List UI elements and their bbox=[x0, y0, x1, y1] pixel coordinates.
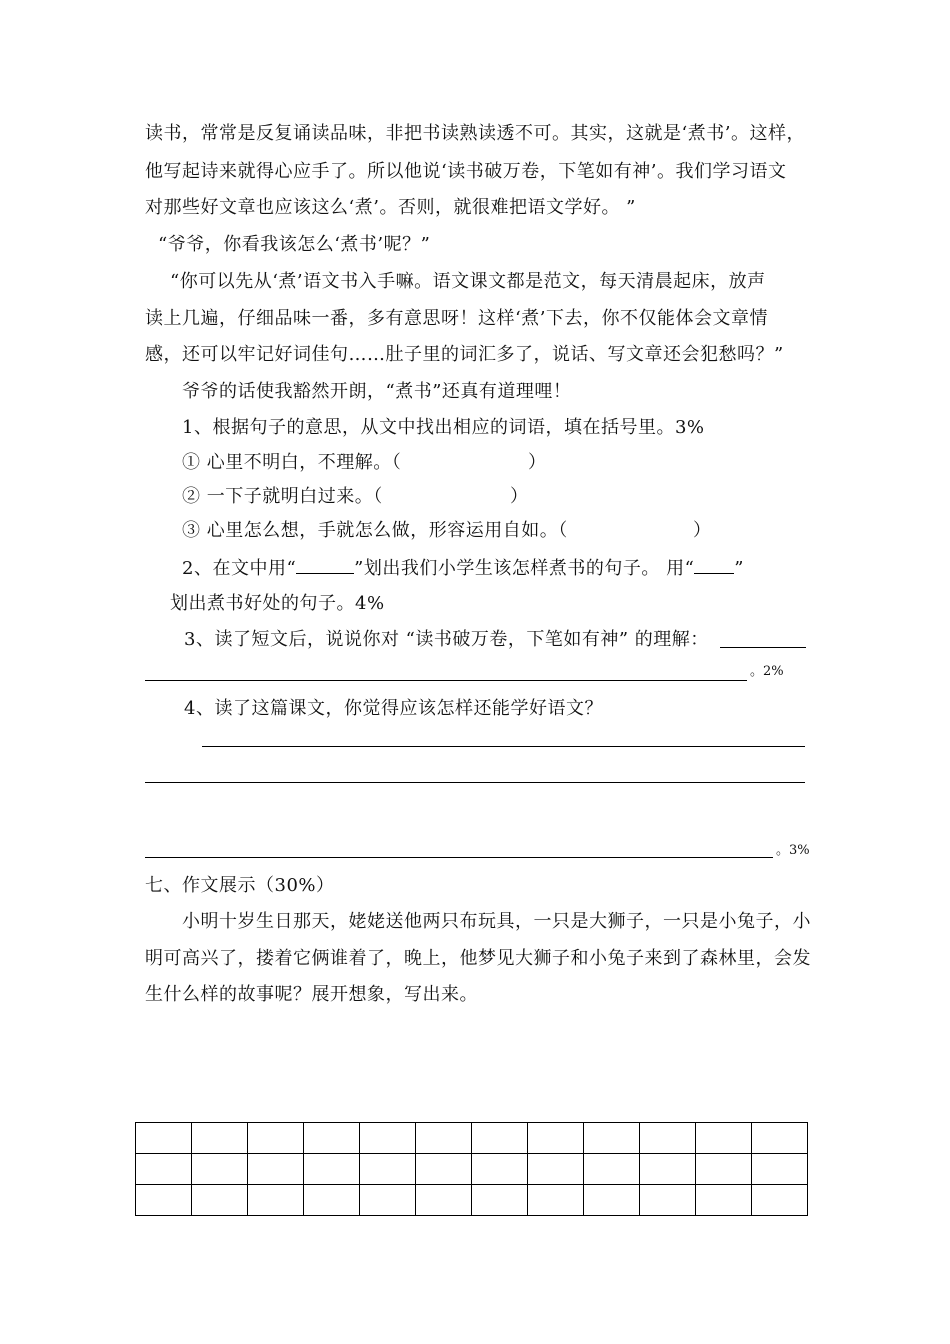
grid-cell[interactable] bbox=[528, 1123, 584, 1154]
grid-cell[interactable] bbox=[752, 1123, 808, 1154]
grid-cell[interactable] bbox=[304, 1123, 360, 1154]
question-2 bbox=[182, 555, 744, 581]
passage-line: 读上几遍，仔细品味一番，多有意思呀！这样‘煮’下去，你不仅能体会文章情 bbox=[145, 308, 768, 329]
answer-line[interactable] bbox=[145, 680, 747, 681]
grid-cell[interactable] bbox=[640, 1185, 696, 1216]
grid-cell[interactable] bbox=[472, 1154, 528, 1185]
passage-line: “你可以先从‘煮’语文书入手嘛。语文课文都是范文，每天清晨起床，放声 bbox=[170, 271, 766, 292]
grid-cell[interactable] bbox=[416, 1154, 472, 1185]
grid-cell[interactable] bbox=[248, 1185, 304, 1216]
grid-cell[interactable] bbox=[584, 1185, 640, 1216]
grid-cell[interactable] bbox=[416, 1185, 472, 1216]
grid-row bbox=[136, 1123, 808, 1154]
grid-cell[interactable] bbox=[136, 1185, 192, 1216]
close-paren: ） bbox=[693, 520, 712, 541]
grid-cell[interactable] bbox=[416, 1123, 472, 1154]
answer-line[interactable] bbox=[720, 647, 806, 648]
grid-cell[interactable] bbox=[640, 1154, 696, 1185]
grid-cell[interactable] bbox=[192, 1154, 248, 1185]
passage-line: 对那些好文章也应该这么‘煮’。否则，就很难把语文学好。 ” bbox=[145, 197, 636, 218]
close-paren: ） bbox=[528, 452, 547, 473]
grid-cell[interactable] bbox=[304, 1154, 360, 1185]
grid-cell[interactable] bbox=[192, 1185, 248, 1216]
grid-cell[interactable] bbox=[136, 1123, 192, 1154]
question-2-text-a: 2、在文中用“ bbox=[182, 558, 297, 579]
writing-grid bbox=[135, 1122, 808, 1216]
passage-line: “爷爷，你看我该怎么‘煮书’呢？” bbox=[158, 234, 431, 255]
question-2-line-2: 划出煮书好处的句子。4% bbox=[170, 593, 385, 614]
answer-line[interactable] bbox=[145, 782, 805, 783]
question-1: 1、根据句子的意思，从文中找出相应的词语，填在括号里。3% bbox=[182, 417, 705, 438]
grid-cell[interactable] bbox=[640, 1123, 696, 1154]
grid-cell[interactable] bbox=[696, 1185, 752, 1216]
composition-prompt-line: 明可高兴了，搂着它俩谁着了，晚上，他梦见大狮子和小兔子来到了森林里，会发 bbox=[145, 948, 811, 969]
grid-cell[interactable] bbox=[304, 1185, 360, 1216]
question-2-text-b: ”划出我们小学生该怎样煮书的句子。 用“ bbox=[354, 558, 695, 579]
underline-sample-wavy bbox=[694, 555, 734, 574]
grid-cell[interactable] bbox=[360, 1123, 416, 1154]
question-2-text-c: ” bbox=[734, 558, 744, 579]
underline-sample-solid bbox=[296, 555, 354, 574]
grid-row bbox=[136, 1185, 808, 1216]
passage-line: 读书，常常是反复诵读品味，非把书读熟读透不可。其实，这就是‘煮书’。这样， bbox=[145, 123, 805, 144]
composition-prompt-line: 小明十岁生日那天，姥姥送他两只布玩具，一只是大狮子，一只是小兔子，小 bbox=[182, 911, 811, 932]
passage-line: 感，还可以牢记好词佳句……肚子里的词汇多了，说话、写文章还会犯愁吗？” bbox=[145, 344, 784, 365]
question-1c: ③ 心里怎么想，手就怎么做，形容运用自如。（ bbox=[182, 520, 568, 541]
grid-cell[interactable] bbox=[696, 1154, 752, 1185]
grid-cell[interactable] bbox=[360, 1154, 416, 1185]
grid-cell[interactable] bbox=[584, 1123, 640, 1154]
grid-cell[interactable] bbox=[472, 1185, 528, 1216]
question-3: 3、读了短文后，说说你对 “读书破万卷，下笔如有神” 的理解： bbox=[184, 629, 709, 650]
composition-prompt-line: 生什么样的故事呢？展开想象，写出来。 bbox=[145, 984, 478, 1005]
close-paren: ） bbox=[510, 486, 529, 507]
grid-cell[interactable] bbox=[136, 1154, 192, 1185]
question-1b: ② 一下子就明白过来。（ bbox=[182, 486, 383, 507]
grid-cell[interactable] bbox=[472, 1123, 528, 1154]
grid-row bbox=[136, 1154, 808, 1185]
grid-cell[interactable] bbox=[248, 1154, 304, 1185]
grid-cell[interactable] bbox=[752, 1154, 808, 1185]
passage-line: 他写起诗来就得心应手了。所以他说‘读书破万卷，下笔如有神’。我们学习语文 bbox=[145, 161, 787, 182]
grid-cell[interactable] bbox=[360, 1185, 416, 1216]
question-1a: ① 心里不明白，不理解。（ bbox=[182, 452, 402, 473]
grid-cell[interactable] bbox=[192, 1123, 248, 1154]
answer-line[interactable] bbox=[145, 857, 773, 858]
question-4: 4、读了这篇课文，你觉得应该怎样还能学好语文？ bbox=[184, 698, 603, 719]
composition-heading: 七、作文展示（30%） bbox=[145, 875, 335, 896]
grid-cell[interactable] bbox=[752, 1185, 808, 1216]
grid-cell[interactable] bbox=[696, 1123, 752, 1154]
passage-line: 爷爷的话使我豁然开朗，“煮书”还真有道理哩！ bbox=[182, 381, 572, 402]
answer-line[interactable] bbox=[202, 746, 805, 747]
grid-cell[interactable] bbox=[528, 1154, 584, 1185]
score-label: 。3% bbox=[776, 843, 810, 858]
score-label: 。2% bbox=[750, 664, 784, 679]
grid-cell[interactable] bbox=[528, 1185, 584, 1216]
grid-cell[interactable] bbox=[584, 1154, 640, 1185]
grid-cell[interactable] bbox=[248, 1123, 304, 1154]
